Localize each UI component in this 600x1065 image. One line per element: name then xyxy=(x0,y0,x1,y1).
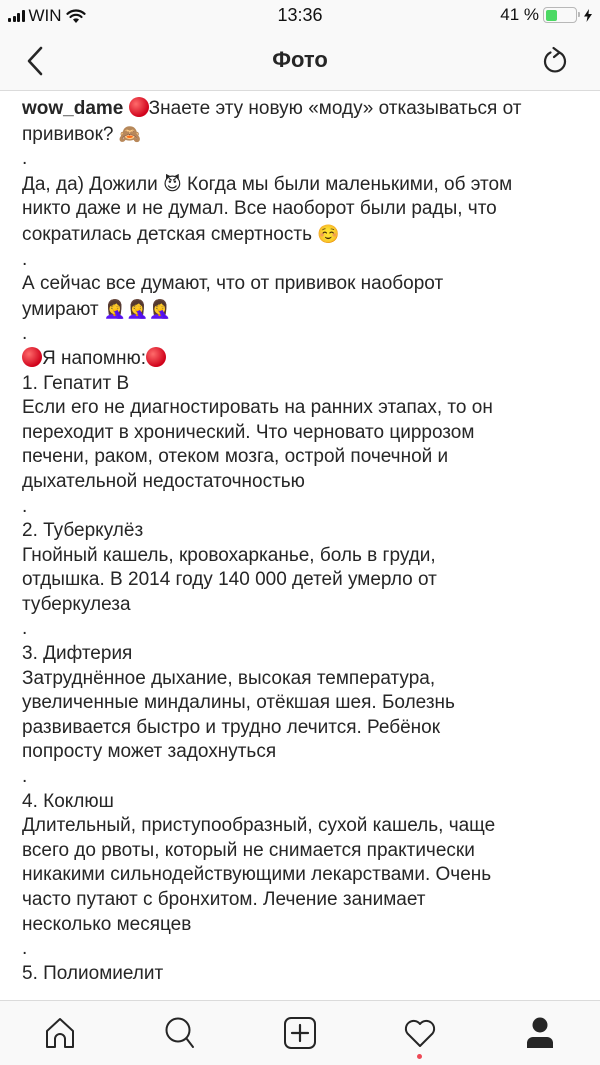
caption-text: Длительный, приступообразный, сухой кашель, чаще xyxy=(22,815,496,837)
caption-text: Когда мы были маленькими, об этом xyxy=(187,173,513,195)
refresh-button[interactable] xyxy=(540,46,570,76)
caption-line xyxy=(22,172,582,198)
caption-text: всего до рвоты, который не снимается практически xyxy=(22,839,475,861)
dot-text: . xyxy=(22,618,28,640)
red-circle-emoji xyxy=(129,97,149,117)
caption-line xyxy=(22,790,582,815)
charging-bolt-icon xyxy=(584,9,592,22)
caption-text: Гнойный кашель, кровохарканье, боль в груди, xyxy=(22,544,436,566)
caption-text: Затруднённое дыхание, высокая температура, xyxy=(22,667,436,689)
profile-icon xyxy=(522,1015,558,1051)
caption-text: 2. Туберкулёз xyxy=(22,520,144,542)
caption-line xyxy=(22,863,582,888)
caption-text: туберкулеза xyxy=(22,593,131,615)
tab-home[interactable] xyxy=(30,1015,90,1055)
navigation-bar xyxy=(0,30,600,91)
caption-text: часто путают с бронхитом. Лечение занимает xyxy=(22,889,426,910)
search-icon xyxy=(162,1015,198,1051)
chevron-left-icon xyxy=(22,44,52,78)
caption-line xyxy=(22,544,582,569)
tab-profile[interactable] xyxy=(510,1015,570,1055)
back-button[interactable] xyxy=(22,44,52,78)
caption-line xyxy=(22,667,582,692)
plus-square-icon xyxy=(282,1015,318,1051)
caption-text: никакими сильнодействующими лекарствами. Очень xyxy=(22,864,492,886)
dot-text: . xyxy=(22,495,28,517)
dot-text: . xyxy=(22,148,28,170)
caption-line xyxy=(22,839,582,864)
refresh-icon xyxy=(540,46,570,76)
clock: 13:36 xyxy=(277,5,323,25)
page-title: Фото xyxy=(272,47,328,72)
caption-line xyxy=(22,642,582,667)
caption-text: Знаете эту новую «моду» отказываться от xyxy=(148,98,522,119)
tab-bar xyxy=(0,1000,600,1065)
caption-text: Я напомню: xyxy=(42,347,146,369)
caption-line xyxy=(22,372,582,397)
dot-text: . xyxy=(22,938,28,960)
caption-text: умирают xyxy=(22,298,99,320)
caption-text: прививок? xyxy=(22,123,114,145)
heart-icon xyxy=(402,1015,438,1051)
dot-text: . xyxy=(22,323,28,345)
caption-line xyxy=(22,222,582,248)
caption-text: 1. Гепатит В xyxy=(22,372,130,394)
caption-text: переходит в хронический. Что черновато циррозом xyxy=(22,421,475,443)
caption-text: 3. Дифтерия xyxy=(22,643,133,665)
caption-text: попросту может задохнуться xyxy=(22,741,277,763)
caption-text: развивается быстро и трудно лечится. Ребёнок xyxy=(22,716,441,738)
battery-info xyxy=(500,5,592,25)
caption-text: дыхательной недостаточностью xyxy=(22,470,305,492)
username-link[interactable]: wow_dame xyxy=(22,98,124,119)
dot-text: . xyxy=(22,766,28,788)
caption-line xyxy=(22,272,582,297)
caption-line xyxy=(22,396,582,421)
caption-text: никто даже и не думал. Все наоборот были рады, что xyxy=(22,198,497,220)
caption-line xyxy=(22,568,582,593)
battery-icon xyxy=(543,7,577,23)
caption-text: А сейчас все думают, что от прививок наоборот xyxy=(22,273,444,295)
caption-line xyxy=(22,716,582,741)
red-circle-emoji xyxy=(146,347,166,367)
separator-dot xyxy=(22,495,582,520)
caption-line xyxy=(22,888,582,913)
separator-dot xyxy=(22,617,582,642)
caption-text: печени, раком, отеком мозга, острой почечной и xyxy=(22,446,449,468)
caption-line xyxy=(22,470,582,495)
caption-line xyxy=(22,197,582,222)
emoji-icon: ☺️ xyxy=(317,223,340,244)
emoji-icon: 🤦‍♀️🤦‍♀️🤦‍♀️ xyxy=(103,298,172,319)
notification-dot xyxy=(417,1054,422,1059)
caption-line xyxy=(22,445,582,470)
caption-line xyxy=(22,519,582,544)
caption-line xyxy=(22,97,582,122)
caption-line xyxy=(22,814,582,839)
caption-text: Если его не диагностировать на ранних этапах, то он xyxy=(22,397,493,419)
caption-text: несколько месяцев xyxy=(22,913,192,935)
tab-new-post[interactable] xyxy=(270,1015,330,1055)
caption-line xyxy=(22,913,582,938)
caption-text: сократилась детская смертность xyxy=(22,223,312,245)
caption-line xyxy=(22,421,582,446)
separator-dot xyxy=(22,937,582,962)
separator-dot xyxy=(22,147,582,172)
tab-activity[interactable] xyxy=(390,1015,450,1055)
caption-line xyxy=(22,297,582,323)
separator-dot xyxy=(22,248,582,273)
home-icon xyxy=(42,1015,78,1051)
emoji-icon: 😈 xyxy=(163,173,182,194)
separator-dot xyxy=(22,765,582,790)
caption-text: отдышка. В 2014 году 140 000 детей умерло от xyxy=(22,569,437,591)
emoji-icon: 🙈 xyxy=(118,123,142,144)
caption-line xyxy=(22,691,582,716)
caption-text: Да, да) Дожили xyxy=(22,173,158,195)
caption-line xyxy=(22,122,582,148)
dot-text: . xyxy=(22,248,28,270)
caption-text: 5. Полиомиелит xyxy=(22,962,164,984)
caption-text: увеличенные миндалины, отёкшая шея. Болезнь xyxy=(22,692,455,714)
status-bar xyxy=(0,0,600,30)
tab-search[interactable] xyxy=(150,1015,210,1055)
caption-line xyxy=(22,740,582,765)
caption-line xyxy=(22,593,582,618)
caption-text: 4. Коклюш xyxy=(22,790,114,812)
red-circle-emoji xyxy=(22,347,42,367)
post-caption xyxy=(22,97,582,986)
carrier-name: WIN xyxy=(28,6,62,25)
battery-percent: 41 % xyxy=(500,5,539,24)
caption-line xyxy=(22,347,582,372)
separator-dot xyxy=(22,322,582,347)
caption-line xyxy=(22,962,582,987)
